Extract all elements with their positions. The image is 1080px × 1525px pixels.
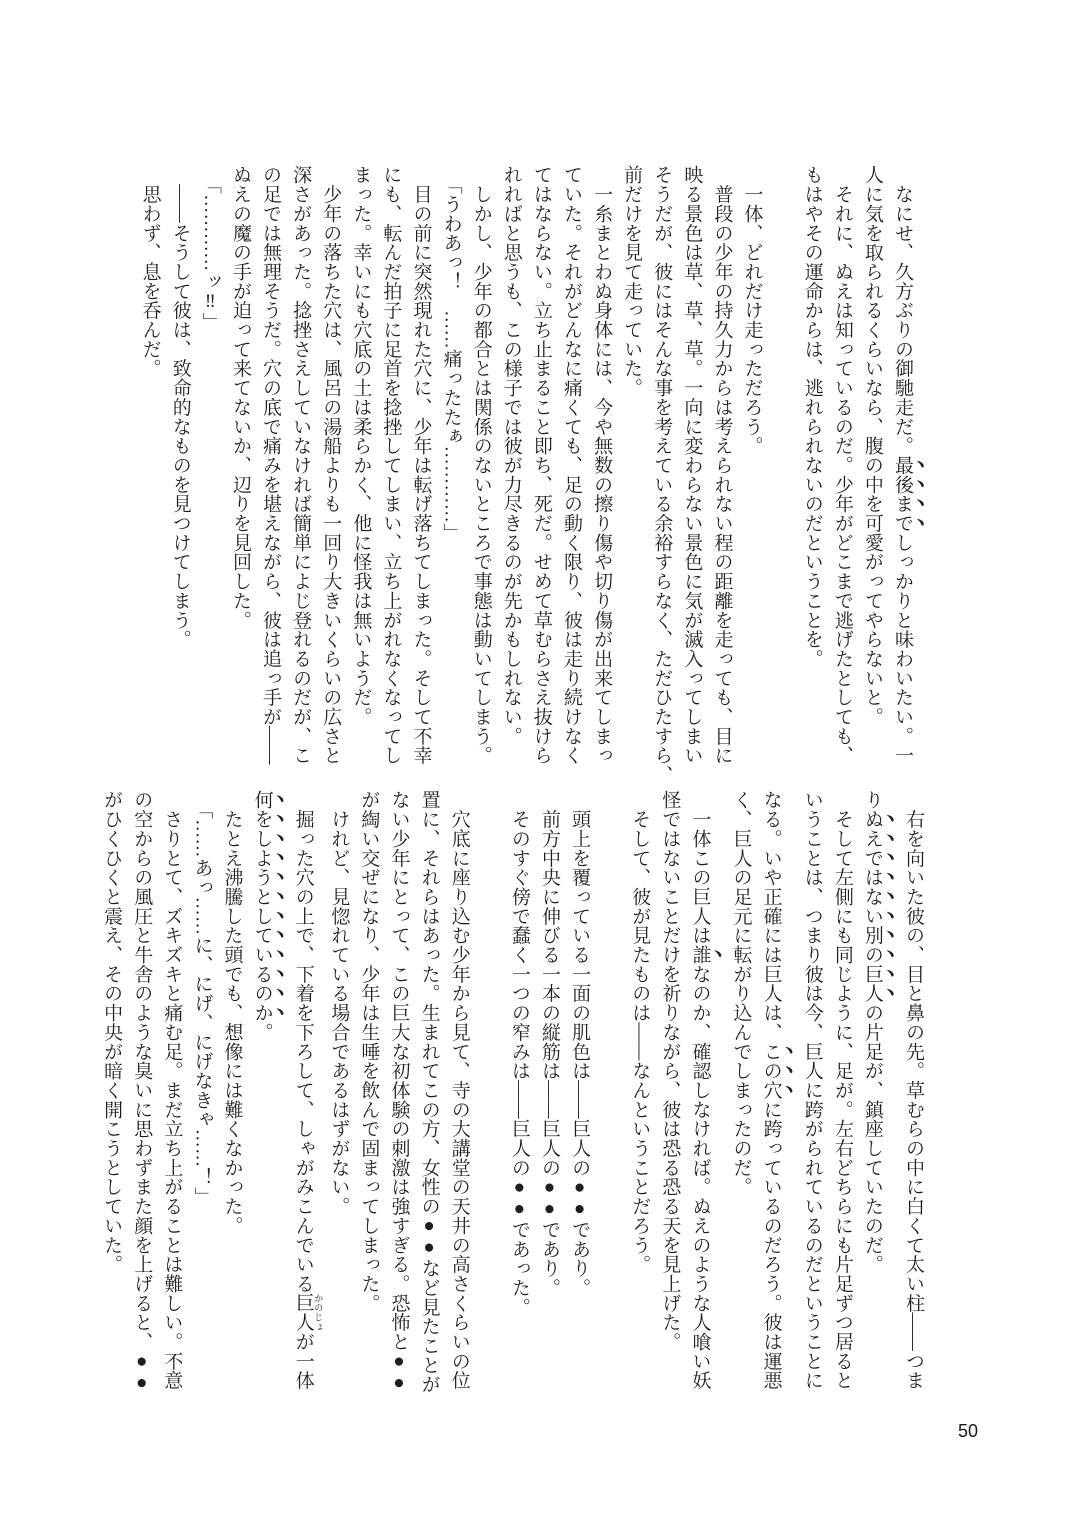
- text-line: [526, 165, 556, 765]
- text-line: [797, 165, 827, 765]
- text-segment: の片足が、鎮座していたのだ。: [861, 1002, 883, 1274]
- ruby-annotated-text: 巨人 かのじょ: [292, 1293, 324, 1332]
- text-segment: がひくひくと震え、その中央が暗く開こうとしていた。: [101, 790, 123, 1274]
- text-segment: 一体、どれだけ走っただろう。: [741, 184, 763, 456]
- text-line: [556, 165, 586, 765]
- text-line: [353, 790, 383, 1390]
- text-segment: そして左側にも同じように、足が。左右どちらにも片足ずつ居ると: [831, 809, 853, 1390]
- text-segment: それに、ぬえは知っているのだ。少年がどこまで逃げたとしても、: [831, 184, 853, 765]
- text-segment: 目の前に突然現れた穴に、少年は転げ落ちてしまった。そして不幸: [410, 184, 432, 765]
- emphasized-text: 誰: [689, 944, 711, 965]
- text-line: [756, 790, 797, 1390]
- text-segment: まった。幸いにも穴底の土は柔らかく、他に怪我は無いようだ。: [350, 165, 372, 727]
- text-line: [96, 790, 126, 1390]
- text-segment: 右を向いた彼の、目と鼻の先。草むらの中に白くて太い柱――つま: [903, 809, 924, 1390]
- text-line: [534, 790, 564, 1390]
- text-segment: 一体この巨人は: [689, 809, 711, 945]
- text-segment: たとえ沸騰した頭でも、想像には難くなかった。: [221, 809, 243, 1236]
- text-band-bottom: [101, 790, 928, 1394]
- text-line: [414, 790, 444, 1394]
- text-segment: なのか、確認しなければ。ぬえのような人喰い妖: [689, 964, 711, 1390]
- text-segment: 少年の落ちた穴は、風呂の湯船よりも一回り大きいくらいの広さと: [320, 184, 342, 765]
- text-segment: が一体: [292, 1331, 314, 1390]
- text-segment: く、巨人の足元に転がり込んでしまったのだ。: [730, 790, 752, 1197]
- text-segment: そして、彼が見たものは――なんということだろう。: [629, 809, 651, 1274]
- blank-line: [767, 165, 797, 765]
- text-segment: り: [861, 790, 883, 810]
- text-line: [126, 790, 156, 1394]
- text-line: [315, 165, 345, 765]
- text-segment: ない少年にとって、この巨大な初体験の刺激は強すぎる。恐怖と●●: [388, 790, 410, 1394]
- text-segment: ぬえの魔の手が迫って来てないか、辺りを見回した。: [229, 165, 251, 630]
- text-segment: 頭上を覆っている一面の肌色は――巨人の●●であり。: [569, 809, 591, 1298]
- text-line: [736, 165, 766, 765]
- text-line: [706, 165, 736, 765]
- emphasized-text: この穴: [760, 1041, 782, 1100]
- text-segment: 「…………ッ‼」: [199, 184, 221, 332]
- text-line: [857, 165, 887, 765]
- text-line: [496, 165, 526, 765]
- text-line: [345, 165, 375, 765]
- text-line: [676, 165, 706, 765]
- text-segment: 置に、それらはあった。生まれてこの方、女性の●●など見たことが: [418, 790, 440, 1394]
- text-segment: なる。いや正確には巨人は、: [760, 790, 782, 1042]
- text-segment: ていた。それがどんなに痛くても、足の動く限り、彼は走り続けなく: [560, 165, 582, 765]
- text-segment: 掘った穴の上で、下着を下ろして、しゃがみこんでいる: [292, 809, 314, 1294]
- text-segment: 「うわあっ！ ……痛ったたぁ…………」: [440, 184, 462, 543]
- emphasized-text: ぬえではない別の巨人: [861, 809, 883, 1003]
- text-line: [195, 165, 225, 765]
- text-segment: が綯い交ぜになり、少年は生唾を飲んで固まってしまった。: [358, 790, 380, 1313]
- text-segment: 深さがあった。捻挫さえしていなければ簡単によじ登れるのだが、こ: [290, 165, 312, 765]
- text-segment: にも、転んだ拍子に足首を捻挫してしまい、立ち上がれなくなってし: [380, 165, 402, 765]
- text-segment: 映る景色は草、草、草。一向に変わらない景色に気が滅入ってしまい: [681, 165, 703, 765]
- text-line: [898, 790, 928, 1390]
- text-line: [586, 165, 616, 765]
- text-line: [383, 790, 413, 1394]
- text-segment: れればと思うも、この様子では彼が力尽きるのが先かもしれない。: [500, 165, 522, 746]
- text-segment: なにせ、久方ぶりの御馳走だ。: [892, 184, 913, 456]
- text-line: [827, 790, 857, 1390]
- text-segment: 「……あっ……に、にげ、にげなきゃ……！」: [191, 809, 213, 1207]
- text-line: [405, 165, 435, 765]
- text-segment: 一糸まとわぬ身体には、今や無数の擦り傷や切り傷が出来てしまっ: [591, 184, 613, 765]
- page-number: 50: [958, 1421, 979, 1441]
- text-line: [466, 165, 496, 765]
- text-line: [186, 790, 216, 1390]
- text-line: [684, 790, 725, 1390]
- text-line: [646, 165, 676, 785]
- text-line: [216, 790, 246, 1390]
- text-line: [444, 790, 474, 1390]
- text-line: [165, 165, 195, 765]
- emphasized-text: 最後まで: [892, 455, 913, 533]
- text-segment: に跨っているのだろう。彼は運悪: [760, 1099, 782, 1390]
- text-line: [156, 790, 186, 1390]
- text-line: [624, 790, 654, 1390]
- text-segment: 前方中央に伸びる一本の縦筋は――巨人の●●であり。: [538, 809, 560, 1298]
- text-segment: の空からの風圧と牛舎のような臭いに思わずまた顔を上げると、●●: [131, 790, 153, 1394]
- text-line: [375, 165, 405, 765]
- text-line: [135, 165, 165, 765]
- text-line: [827, 165, 857, 765]
- text-segment: てはならない。立ち止まること即ち、死だ。せめて草むらさえ抜けら: [530, 165, 552, 765]
- text-segment: 前だけを見て走っていた。: [621, 165, 643, 398]
- text-segment: さりとて、ズキズキと痛む足。まだ立ち上がることは難しい。不意: [161, 809, 183, 1390]
- text-line: [616, 165, 646, 765]
- text-line: [504, 790, 534, 1390]
- text-line: [725, 790, 755, 1390]
- text-segment: 。: [251, 1022, 273, 1042]
- text-line: [225, 165, 255, 765]
- text-segment: そうだが、彼にはそんな事を考えている余裕すらなく、ただひたすら、: [651, 165, 673, 785]
- text-line: [255, 165, 285, 765]
- text-line: [323, 790, 353, 1390]
- text-segment: いうことは、つまり彼は今、巨人に跨がられているのだということに: [801, 790, 823, 1390]
- text-segment: しっかりと味わいたい。一: [892, 532, 913, 765]
- text-segment: の足では無理そうだ。穴の底で痛みを堪えながら、彼は追っ手が――: [260, 165, 282, 765]
- text-segment: 穴底に座り込む少年から見て、寺の大講堂の天井の高さくらいの位: [448, 809, 470, 1390]
- blank-line: [594, 790, 624, 1390]
- text-line: [285, 165, 315, 765]
- text-segment: しかし、少年の都合とは関係のないところで事態は動いてしまう。: [470, 184, 492, 765]
- text-line: [247, 790, 288, 1390]
- text-segment: けれど、見惚れている場合であるはずがない。: [328, 809, 350, 1216]
- text-line: [288, 790, 324, 1390]
- text-line: [564, 790, 594, 1390]
- text-segment: 普段の少年の持久力からは考えられない程の距離を走っても、目に: [711, 184, 733, 765]
- emphasized-text: 何をしようとしているのか: [251, 790, 273, 1023]
- text-line: [857, 790, 898, 1390]
- blank-line: [474, 790, 504, 1390]
- text-band-top: [139, 165, 928, 785]
- text-line: [887, 165, 928, 765]
- text-segment: もはやその運命からは、逃れられないのだということを。: [801, 165, 823, 669]
- text-line: [797, 790, 827, 1390]
- text-segment: そのすぐ傍で蠢く一つの窄みは――巨人の●●であった。: [508, 809, 530, 1317]
- text-segment: 思わず、息を呑んだ。: [139, 184, 161, 378]
- text-line: [436, 165, 466, 765]
- text-segment: 怪ではないことだけを祈りながら、彼は恐る恐る天を見上げた。: [659, 790, 681, 1352]
- text-segment: ――そうして彼は、致命的なものを見つけてしまう。: [169, 184, 191, 649]
- text-line: [654, 790, 684, 1390]
- text-segment: 人に気を取られるくらいなら、腹の中を可愛がってやらないと。: [861, 165, 883, 727]
